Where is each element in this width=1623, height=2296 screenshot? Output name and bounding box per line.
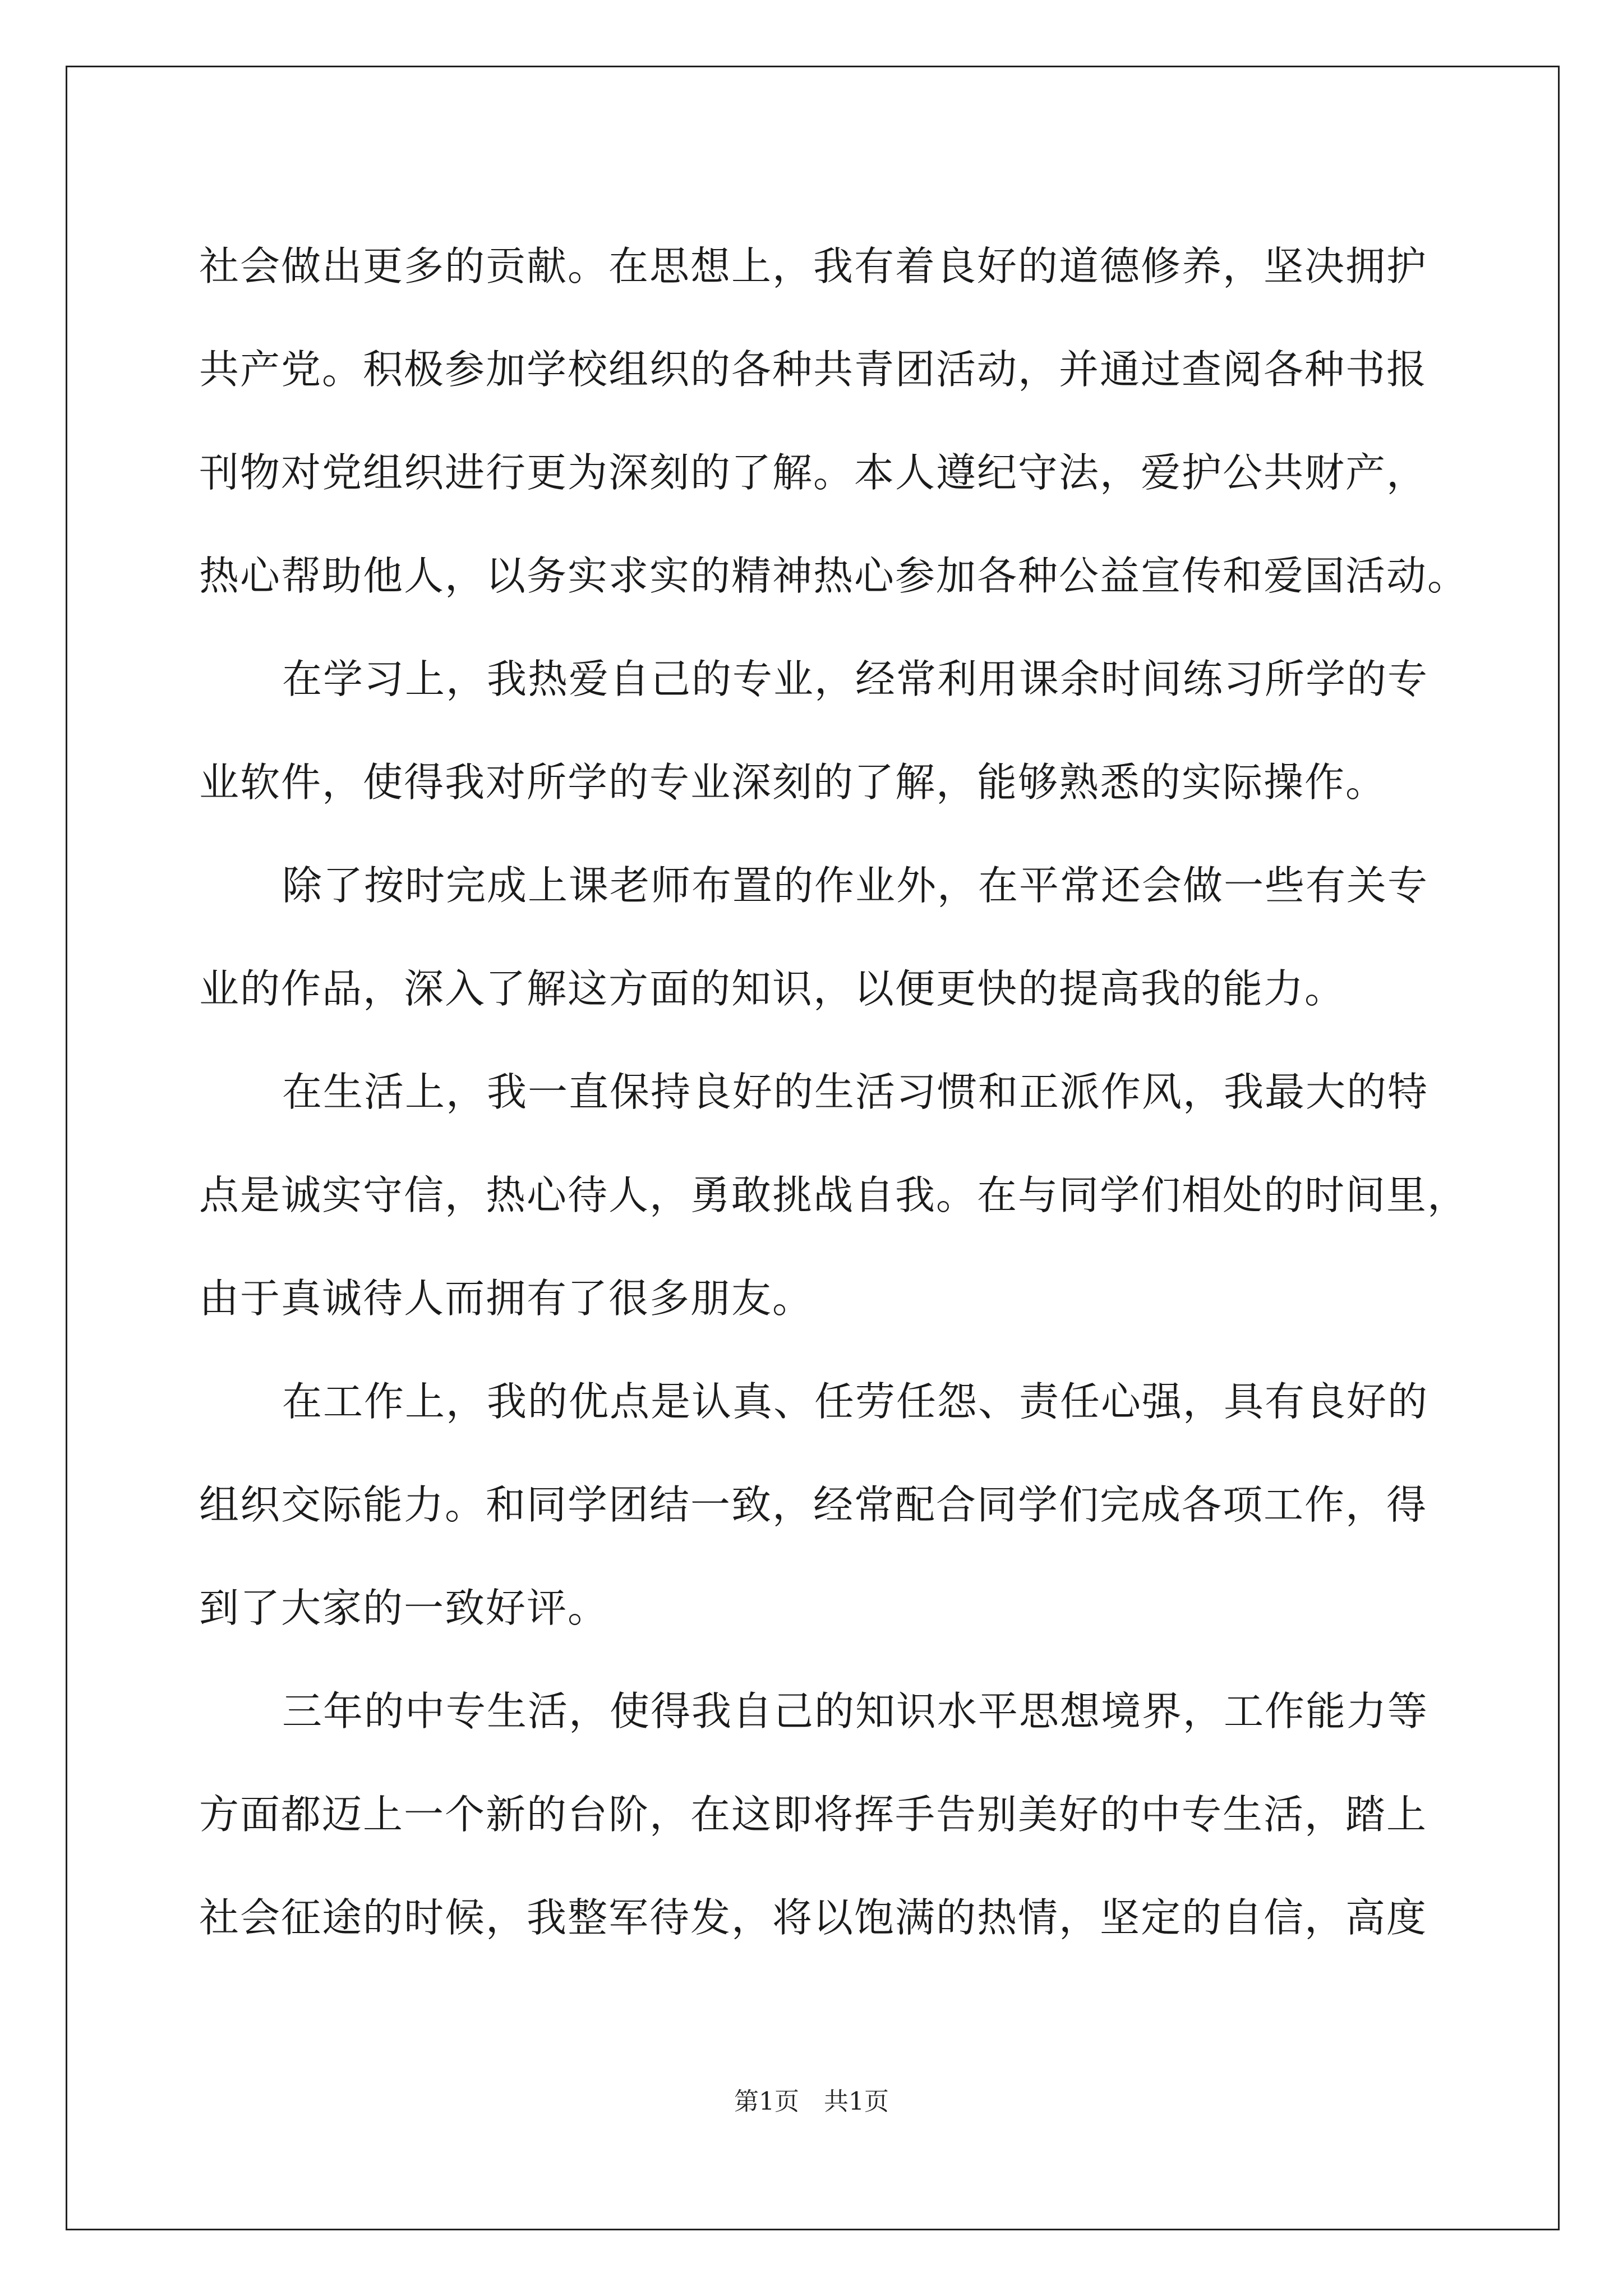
text-line: 到了大家的一致好评。 [199,1585,609,1631]
text-line: 共产党。积极参加学校组织的各种共青团活动，并通过查阅各种书报 [199,346,1428,393]
text-line: 方面都迈上一个新的台阶，在这即将挥手告别美好的中专生活，踏上 [199,1791,1428,1838]
document-body [199,215,1469,1970]
text-line: 社会做出更多的贡献。在思想上，我有着良好的道德修养，坚决拥护 [199,243,1428,289]
text-line: 刊物对党组织进行更为深刻的了解。本人遵纪守法，爱护公共财产， [199,449,1428,496]
page-number-footer: 第1页 共1页 [734,2087,889,2116]
paragraph-start-line: 除了按时完成上课老师布置的作业外，在平常还会做一些有关专 [282,862,1429,909]
text-line: 组织交际能力。和同学团结一致，经常配合同学们完成各项工作，得 [199,1481,1428,1528]
text-line: 由于真诚待人而拥有了很多朋友。 [199,1275,814,1322]
text-line: 热心帮助他人，以务实求实的精神热心参加各种公益宣传和爱国活动。 [199,553,1469,599]
paragraph-start-line: 在学习上，我热爱自己的专业，经常利用课余时间练习所学的专 [282,656,1429,702]
text-line: 社会征途的时候，我整军待发，将以饱满的热情，坚定的自信，高度 [199,1894,1428,1941]
paragraph-start-line: 在生活上，我一直保持良好的生活习惯和正派作风，我最大的特 [282,1069,1429,1115]
paragraph-start-line: 在工作上，我的优点是认真、任劳任怨、责任心强，具有良好的 [282,1378,1429,1425]
paragraph-start-line: 三年的中专生活，使得我自己的知识水平思想境界，工作能力等 [282,1688,1429,1734]
text-line: 业软件，使得我对所学的专业深刻的了解，能够熟悉的实际操作。 [199,759,1387,806]
text-line: 业的作品，深入了解这方面的知识，以便更快的提高我的能力。 [199,965,1346,1012]
text-line: 点是诚实守信，热心待人，勇敢挑战自我。在与同学们相处的时间里， [199,1172,1469,1218]
